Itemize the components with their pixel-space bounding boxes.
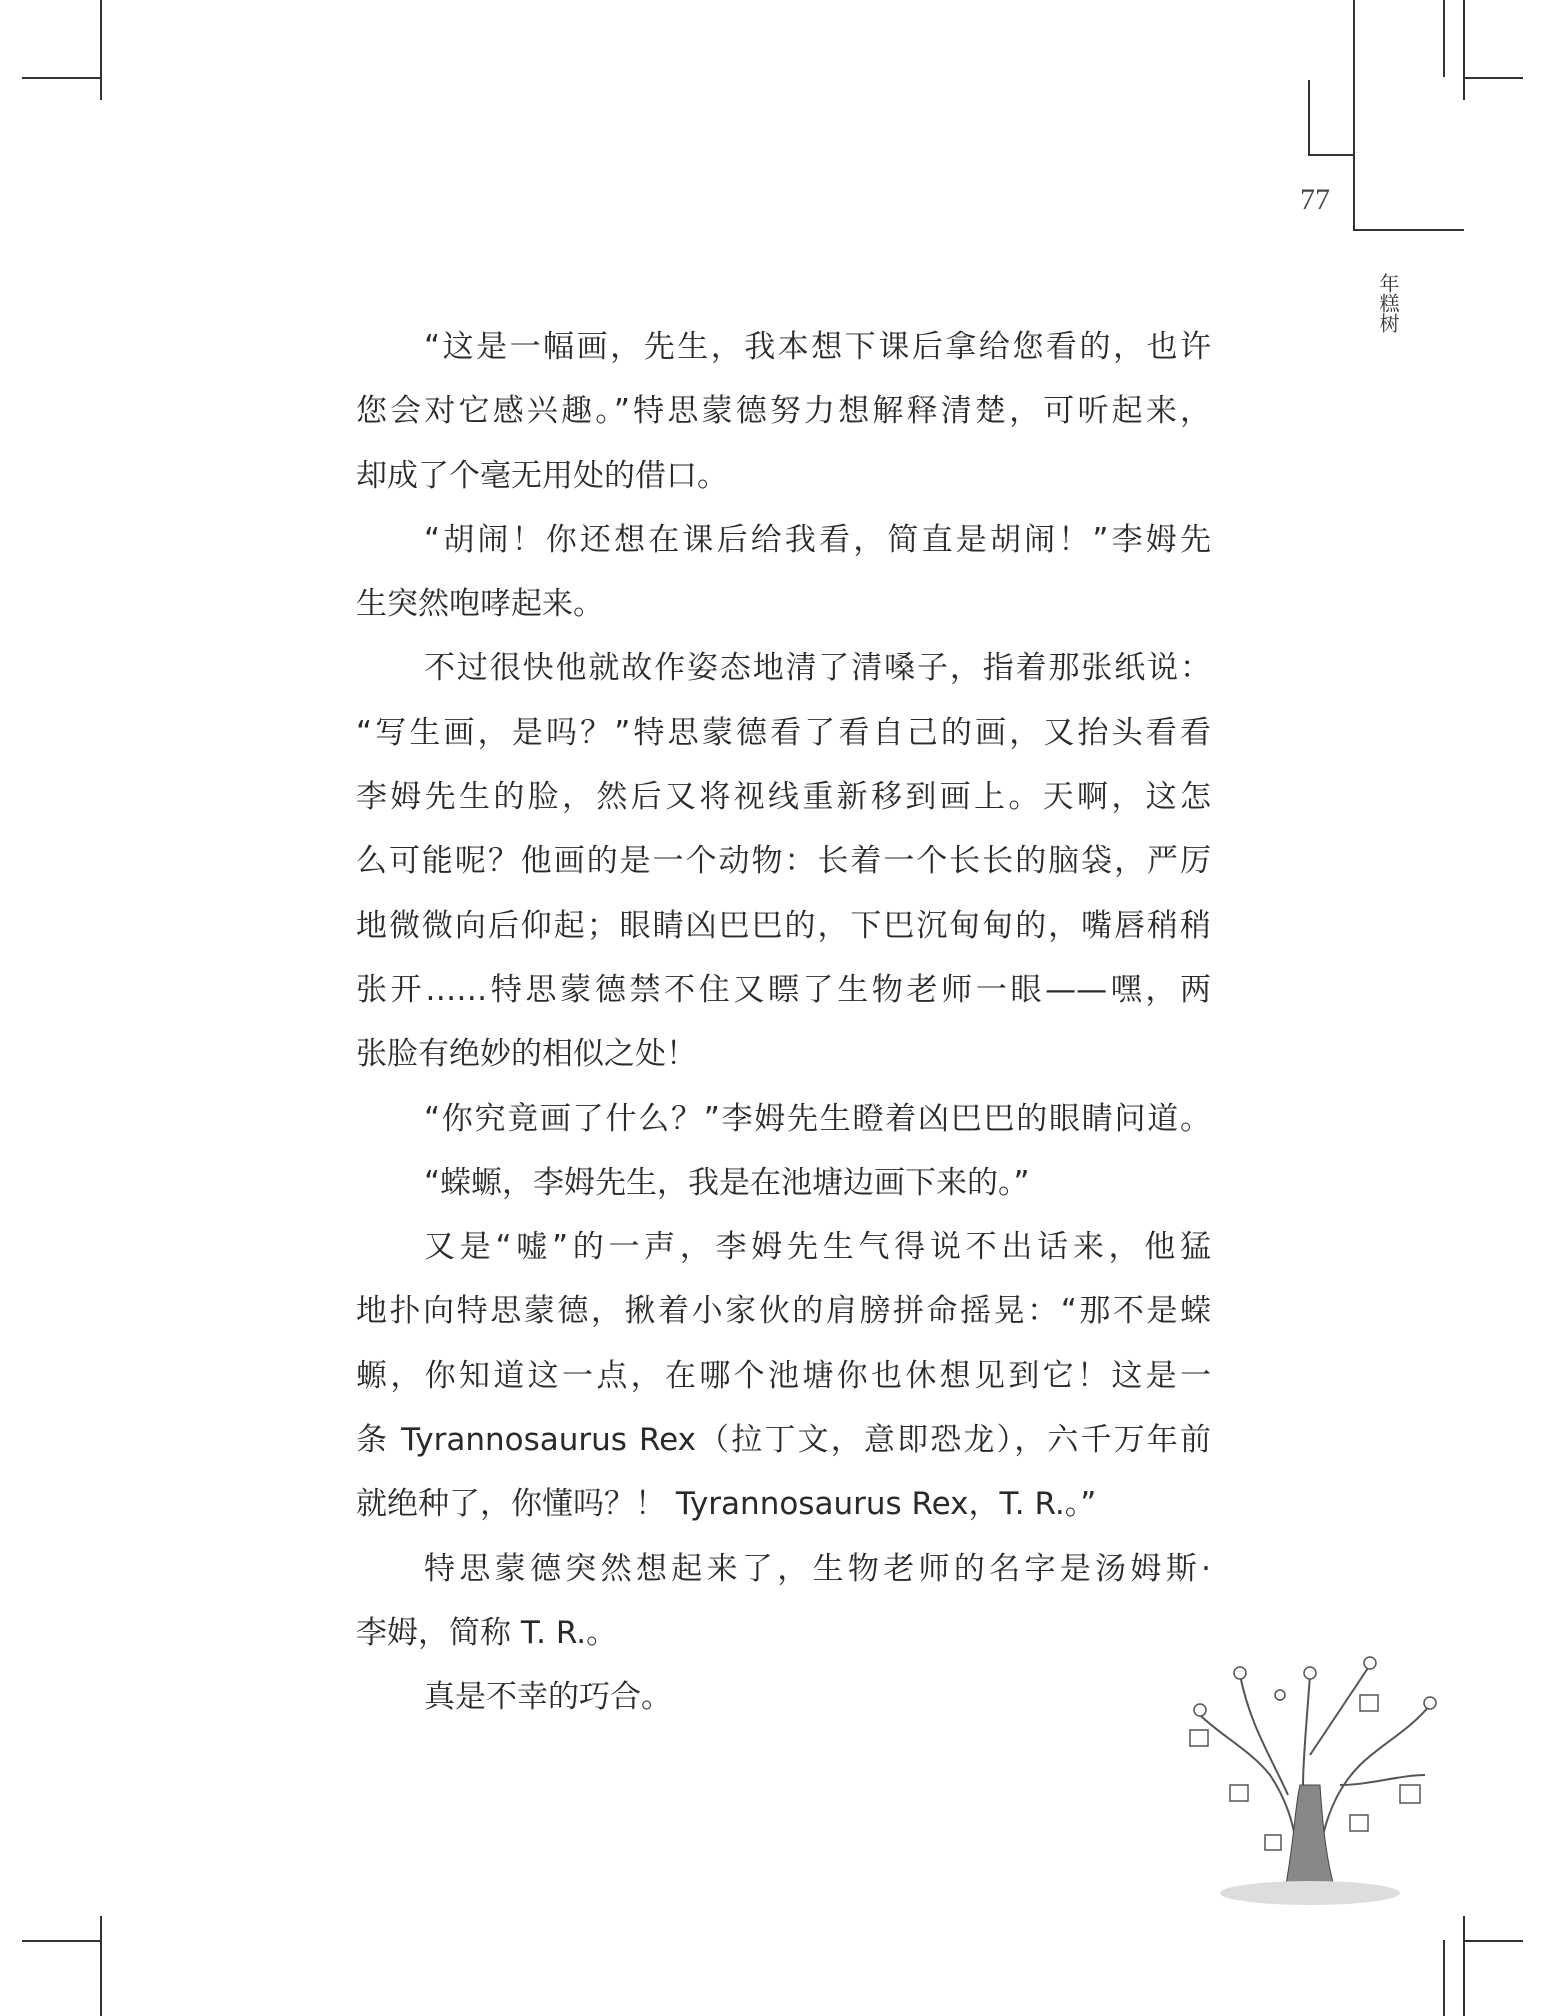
text-line: “胡闹！你还想在课后给我看，简直是胡闹！”李姆先	[424, 521, 1211, 558]
text-line: 特思蒙德突然想起来了，生物老师的名字是汤姆斯·	[424, 1550, 1211, 1587]
text-line: 张开……特思蒙德禁不住又瞟了生物老师一眼——嘿，两	[356, 971, 1211, 1008]
tree-trunk	[1285, 1785, 1335, 1890]
tree-ground	[1220, 1881, 1400, 1905]
hanging-box	[1230, 1785, 1248, 1801]
text-line: 张脸有绝妙的相似之处！	[356, 1036, 697, 1073]
frame-line	[1353, 0, 1355, 229]
blossom	[1304, 1667, 1316, 1679]
crop-mark	[1443, 1940, 1445, 2016]
text-line: 却成了个毫无用处的借口。	[356, 457, 728, 494]
text-line: 李姆先生的脸，然后又将视线重新移到画上。天啊，这怎	[356, 779, 1211, 816]
text-line: 地扑向特思蒙德，揪着小家伙的肩膀拼命摇晃：“那不是蝾	[356, 1293, 1211, 1330]
blossom	[1275, 1690, 1285, 1700]
hanging-box	[1400, 1785, 1420, 1803]
hanging-box	[1360, 1695, 1378, 1711]
text-line: 真是不幸的巧合。	[424, 1679, 672, 1716]
text-line: 生突然咆哮起来。	[356, 586, 604, 623]
crop-mark	[1443, 0, 1445, 77]
crop-mark	[1463, 77, 1523, 79]
text-line: 不过很快他就故作姿态地清了清嗓子，指着那张纸说：	[424, 650, 1211, 687]
text-line: 就绝种了，你懂吗？！ Tyrannosaurus Rex，T. R.。”	[356, 1486, 1097, 1523]
text-line: 么可能呢？他画的是一个动物：长着一个长长的脑袋，严厉	[356, 843, 1211, 880]
crop-mark	[1463, 1916, 1465, 2016]
tree-illustration	[1170, 1635, 1450, 1915]
text-line: “写生画，是吗？”特思蒙德看了看自己的画，又抬头看看	[356, 714, 1211, 751]
crop-mark	[22, 77, 100, 79]
frame-line	[1353, 229, 1464, 231]
hanging-box	[1190, 1730, 1208, 1746]
body-text	[356, 322, 1211, 1737]
running-title: 年糕树	[1376, 273, 1400, 333]
frame-line	[1308, 154, 1353, 156]
crop-mark	[100, 0, 102, 100]
blossom	[1194, 1704, 1206, 1716]
text-line: “蝾螈，李姆先生，我是在池塘边画下来的。”	[424, 1164, 1030, 1201]
tree-branch	[1340, 1775, 1425, 1785]
hanging-box	[1265, 1835, 1281, 1850]
blossom	[1234, 1667, 1246, 1679]
text-line: “你究竟画了什么？”李姆先生瞪着凶巴巴的眼睛问道。	[424, 1100, 1211, 1137]
page-number: 77	[1300, 183, 1330, 216]
text-line: 地微微向后仰起；眼睛凶巴巴的，下巴沉甸甸的，嘴唇稍稍	[356, 907, 1211, 944]
blossom	[1424, 1697, 1436, 1709]
text-line: 李姆，简称 T. R.。	[356, 1614, 618, 1651]
crop-mark	[1463, 1940, 1523, 1942]
hanging-box	[1350, 1815, 1368, 1831]
tree-branch	[1200, 1715, 1300, 1885]
crop-mark	[22, 1940, 100, 1942]
blossom	[1364, 1657, 1376, 1669]
crop-mark	[1463, 0, 1465, 100]
text-line: 条 Tyrannosaurus Rex（拉丁文，意即恐龙），六千万年前	[356, 1422, 1211, 1459]
text-line: “这是一幅画，先生，我本想下课后拿给您看的，也许	[424, 329, 1211, 365]
frame-line	[1308, 80, 1310, 154]
text-line: 又是“嘘”的一声，李姆先生气得说不出话来，他猛	[424, 1229, 1211, 1266]
text-line: 您会对它感兴趣。”特思蒙德努力想解释清楚，可听起来，	[356, 393, 1211, 430]
crop-mark	[100, 1916, 102, 2016]
text-line: 螈，你知道这一点，在哪个池塘你也休想见到它！这是一	[356, 1357, 1211, 1394]
